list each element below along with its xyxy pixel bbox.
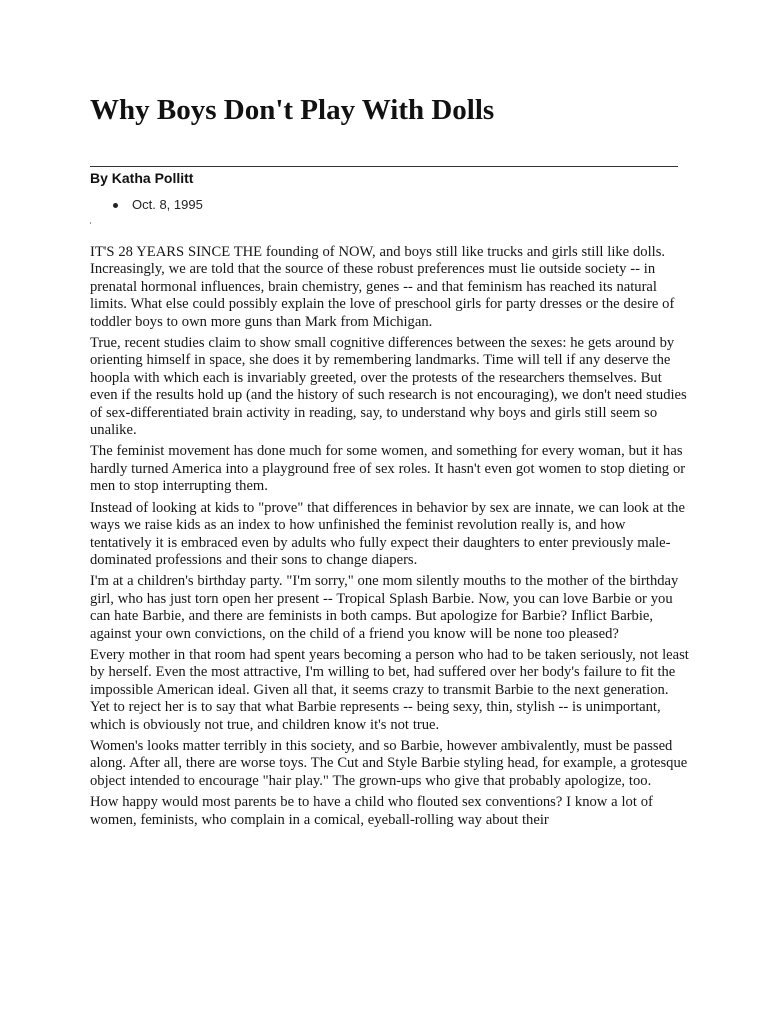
article-paragraph: I'm at a children's birthday party. "I'm sorry," one mom silently mouths to the mother of the birthday girl, who has just torn open her present -- Tropical Splash Barbie. Now, you can love Barbie or you can hate Barbie, and there are feminists in both camps. But apologize for Barbie? Inflict Barbie, against your own convictions, on the child of a friend you know will be none too pleased? bbox=[90, 573, 679, 642]
article-meta-list bbox=[90, 196, 203, 214]
article-paragraph: Instead of looking at kids to "prove" that differences in behavior by sex are innate, we can look at the ways we raise kids as an index to how unfinished the feminist revolution really is, and how tentatively it is embraced even by adults who fully expect their daughters to enter previously male-dominated professions and their sons to change diapers. bbox=[90, 499, 685, 568]
article-body bbox=[90, 244, 690, 833]
bullet-icon bbox=[113, 203, 118, 208]
article-byline: By Katha Pollitt bbox=[90, 170, 194, 186]
article-paragraph: Women's looks matter terribly in this society, and so Barbie, however ambivalently, must be passed along. After all, there are worse toys. The Cut and Style Barbie styling head, for example, a grotesque object intended to encourage "hair play." The grown-ups who give that probably apologize, too. bbox=[90, 737, 688, 789]
article-paragraph: True, recent studies claim to show small cognitive differences between the sexes: he gets around by orienting himself in space, she does it by remembering landmarks. Time will tell if any deserve the hoopla with which each is invariably greeted, over the protests of the researchers themselves. But even if the results hold up (and the history of such research is not encouraging), we don't need studies of sex-differentiated brain activity in reading, say, to understand why boys and girls still seem so unalike. bbox=[90, 335, 687, 439]
article-paragraph: The feminist movement has done much for some women, and something for every woman, but it has hardly turned America into a playground free of sex roles. It hasn't even got women to stop dieting or men to stop interrupting them. bbox=[90, 443, 686, 495]
article-paragraph: Every mother in that room had spent years becoming a person who had to be taken seriously, not least by herself. Even the most attractive, I'm willing to bet, had suffered over her body's failure to fit the impossible American ideal. Given all that, it seems crazy to transmit Barbie to the next generation. Yet to reject her is to say that what Barbie represents -- being sexy, thin, stylish -- is unimportant, which is obviously not true, and children know it's not true. bbox=[90, 646, 689, 733]
article-title: Why Boys Don't Play With Dolls bbox=[90, 94, 495, 126]
article-date: Oct. 8, 1995 bbox=[132, 197, 203, 212]
title-divider bbox=[90, 166, 678, 167]
separator-mark bbox=[90, 222, 91, 224]
article-paragraph: How happy would most parents be to have a child who flouted sex conventions? I know a lot of women, feminists, who complain in a comical, eyeball-rolling way about their bbox=[90, 794, 653, 828]
article-date-item bbox=[90, 196, 203, 214]
article-paragraph: IT'S 28 YEARS SINCE THE founding of NOW, and boys still like trucks and girls still like dolls. Increasingly, we are told that the source of these robust preferences must lie outside society -- in prenatal hormonal influences, brain chemistry, genes -- and that feminism has reached its natural limits. What else could possibly explain the love of preschool girls for party dresses or the desire of toddler boys to own more guns than Mark from Michigan. bbox=[90, 244, 675, 330]
